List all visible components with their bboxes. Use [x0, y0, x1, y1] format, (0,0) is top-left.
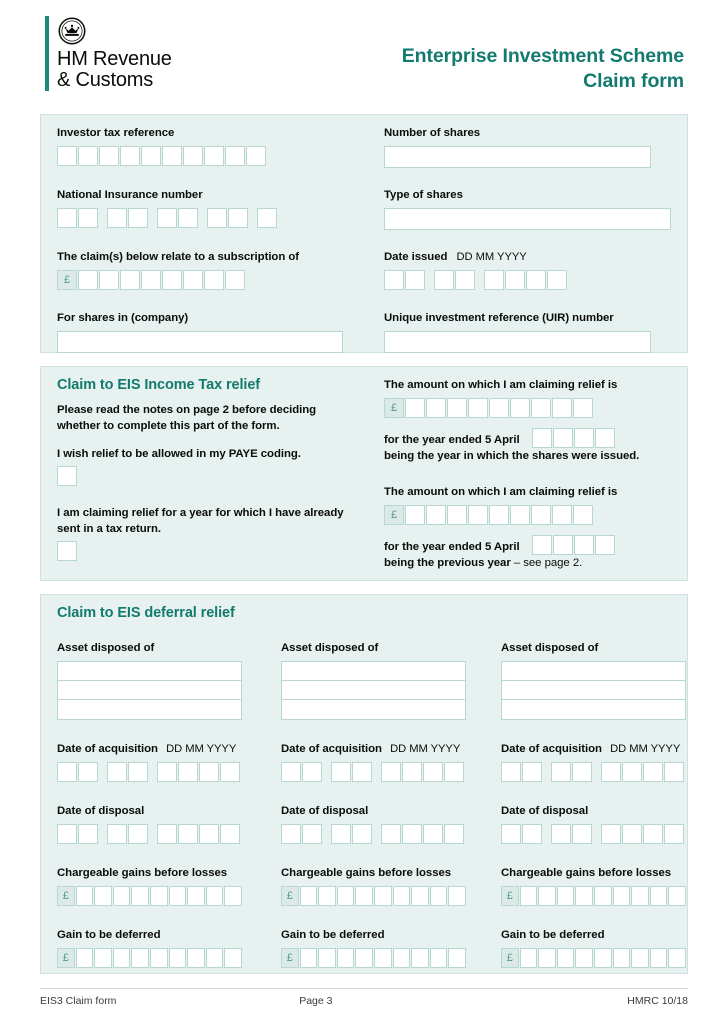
relief-year-note-2: [384, 556, 582, 572]
char-box[interactable]: [157, 762, 177, 782]
char-box[interactable]: [573, 505, 593, 525]
char-box[interactable]: [532, 428, 552, 448]
char-box[interactable]: [601, 762, 621, 782]
char-box[interactable]: [76, 886, 94, 906]
char-box[interactable]: [553, 428, 573, 448]
asset-disposed-input-1[interactable]: [57, 661, 242, 720]
char-box[interactable]: [601, 824, 621, 844]
char-box[interactable]: [128, 824, 148, 844]
char-box[interactable]: [318, 948, 336, 968]
gain-deferred-label-1: Gain to be deferred: [57, 929, 161, 941]
char-box[interactable]: [150, 886, 168, 906]
char-box[interactable]: [374, 948, 392, 968]
char-box[interactable]: [664, 824, 684, 844]
char-box[interactable]: [178, 824, 198, 844]
char-box[interactable]: [107, 824, 127, 844]
char-box[interactable]: [573, 398, 593, 418]
char-box[interactable]: [595, 428, 615, 448]
tax-return-label: I am claiming relief for a year for which I have already sent in a tax return.: [57, 507, 344, 535]
char-box[interactable]: [575, 886, 593, 906]
char-box[interactable]: [489, 398, 509, 418]
char-box[interactable]: [220, 762, 240, 782]
char-box[interactable]: [120, 270, 140, 290]
char-box[interactable]: [423, 762, 443, 782]
char-box[interactable]: [510, 505, 530, 525]
char-box[interactable]: [594, 948, 612, 968]
gain-deferred-label-3: Gain to be deferred: [501, 929, 605, 941]
char-box[interactable]: [78, 270, 98, 290]
char-box[interactable]: [169, 886, 187, 906]
char-box[interactable]: [510, 398, 530, 418]
char-box[interactable]: [532, 535, 552, 555]
char-box[interactable]: [405, 398, 425, 418]
asset-line[interactable]: [57, 680, 242, 699]
date-of-disposal-label-2: Date of disposal: [281, 805, 369, 817]
type-of-shares-label: Type of shares: [384, 189, 463, 201]
char-box[interactable]: [318, 886, 336, 906]
page-title: [402, 44, 684, 94]
char-box[interactable]: [162, 270, 182, 290]
pound-symbol: £: [281, 886, 299, 906]
relief-amount-label-2: The amount on which I am claiming relief is: [384, 486, 618, 498]
acq-label-text-2: Date of acquisition: [281, 743, 382, 755]
char-box[interactable]: [430, 886, 448, 906]
char-box[interactable]: [150, 948, 168, 968]
char-box[interactable]: [131, 948, 149, 968]
char-box[interactable]: [183, 146, 203, 166]
asset-disposed-label-2: Asset disposed of: [281, 642, 379, 654]
hmrc-logo: [45, 16, 172, 91]
relief-year-note-bold-1: being the year in which the shares were issued.: [384, 450, 640, 462]
char-box[interactable]: [257, 208, 277, 228]
pound-symbol: £: [384, 505, 404, 525]
date-of-disposal-input-3[interactable]: [501, 824, 686, 844]
char-box[interactable]: [300, 948, 318, 968]
char-box[interactable]: [520, 948, 538, 968]
investor-details-panel: [40, 114, 688, 353]
char-box[interactable]: [522, 762, 542, 782]
char-box[interactable]: [668, 948, 686, 968]
char-box[interactable]: [594, 886, 612, 906]
logo-text-line2: & Customs: [57, 69, 154, 91]
paye-coding-label: I wish relief to be allowed in my PAYE coding.: [57, 448, 301, 460]
asset-line[interactable]: [501, 680, 686, 699]
relief-claim-2: [384, 485, 617, 525]
char-box[interactable]: [551, 824, 571, 844]
national-insurance-label: National Insurance number: [57, 189, 203, 201]
deferral-relief-panel: [40, 594, 688, 974]
char-box[interactable]: [355, 948, 373, 968]
char-box[interactable]: [426, 505, 446, 525]
char-box[interactable]: [99, 146, 119, 166]
chargeable-gains-input-1[interactable]: [57, 886, 242, 906]
logo-accent-bar: [45, 16, 49, 91]
date-issued-label-text: Date issued: [384, 251, 448, 263]
char-box[interactable]: [423, 824, 443, 844]
date-of-disposal-label-3: Date of disposal: [501, 805, 589, 817]
asset-line[interactable]: [57, 661, 242, 680]
char-box[interactable]: [141, 146, 161, 166]
char-box[interactable]: [355, 886, 373, 906]
char-box[interactable]: [381, 762, 401, 782]
char-box[interactable]: [572, 762, 592, 782]
char-box[interactable]: [113, 886, 131, 906]
uir-input[interactable]: [384, 331, 651, 353]
char-box[interactable]: [557, 886, 575, 906]
char-box[interactable]: [444, 762, 464, 782]
asset-disposed-input-2[interactable]: [281, 661, 466, 720]
char-box[interactable]: [220, 824, 240, 844]
char-box[interactable]: [183, 270, 203, 290]
relief-year-label-1: for the year ended 5 April: [384, 434, 520, 446]
char-box[interactable]: [643, 824, 663, 844]
pound-symbol: £: [384, 398, 404, 418]
char-box[interactable]: [204, 270, 224, 290]
char-box[interactable]: [405, 505, 425, 525]
date-of-disposal-input-1[interactable]: [57, 824, 242, 844]
relief-year-label-2: for the year ended 5 April: [384, 541, 520, 553]
char-box[interactable]: [207, 208, 227, 228]
asset-disposed-input-3[interactable]: [501, 661, 686, 720]
char-box[interactable]: [331, 762, 351, 782]
deferral-column-1: [57, 641, 242, 968]
date-issued-input[interactable]: [384, 270, 567, 290]
pound-symbol: £: [281, 948, 299, 968]
char-box[interactable]: [538, 948, 556, 968]
char-box[interactable]: [141, 270, 161, 290]
char-box[interactable]: [187, 948, 205, 968]
relief-year-note-1: [384, 449, 639, 465]
relief-year-input-1[interactable]: [532, 428, 615, 448]
char-box[interactable]: [281, 762, 301, 782]
char-box[interactable]: [402, 762, 422, 782]
pound-symbol: £: [501, 886, 519, 906]
investor-tax-reference-input[interactable]: [57, 146, 266, 166]
acq-label-text-3: Date of acquisition: [501, 743, 602, 755]
asset-line[interactable]: [501, 661, 686, 680]
char-box[interactable]: [78, 146, 98, 166]
number-of-shares-label: Number of shares: [384, 127, 481, 139]
pound-symbol: £: [57, 886, 75, 906]
uir-label: Unique investment reference (UIR) number: [384, 312, 614, 324]
char-box[interactable]: [246, 146, 266, 166]
char-box[interactable]: [572, 824, 592, 844]
char-box[interactable]: [384, 270, 404, 290]
char-box[interactable]: [447, 505, 467, 525]
char-box[interactable]: [57, 146, 77, 166]
asset-disposed-label-1: Asset disposed of: [57, 642, 155, 654]
char-box[interactable]: [76, 948, 94, 968]
char-box[interactable]: [113, 948, 131, 968]
char-box[interactable]: [157, 824, 177, 844]
acq-label-hint-1: DD MM YYYY: [166, 743, 237, 755]
char-box[interactable]: [107, 208, 127, 228]
crown-circle-icon: [57, 16, 87, 46]
char-box[interactable]: [489, 505, 509, 525]
chargeable-gains-input-3[interactable]: [501, 886, 686, 906]
char-box[interactable]: [501, 762, 521, 782]
char-box[interactable]: [206, 948, 224, 968]
char-box[interactable]: [531, 505, 551, 525]
company-label: For shares in (company): [57, 312, 189, 324]
number-of-shares-field: [384, 126, 651, 168]
char-box[interactable]: [302, 762, 322, 782]
date-of-acquisition-input-2[interactable]: [281, 762, 466, 782]
gain-deferred-input-3[interactable]: [501, 948, 686, 968]
relief-year-note-regular-2: – see page 2.: [510, 557, 583, 569]
char-box[interactable]: [393, 886, 411, 906]
char-box[interactable]: [553, 535, 573, 555]
char-box[interactable]: [57, 208, 77, 228]
chargeable-gains-input-2[interactable]: [281, 886, 466, 906]
uir-field: [384, 311, 651, 353]
char-box[interactable]: [444, 824, 464, 844]
date-of-acquisition-label-2: [281, 742, 466, 757]
char-box[interactable]: [78, 824, 98, 844]
char-box[interactable]: [557, 948, 575, 968]
char-box[interactable]: [94, 948, 112, 968]
page-title-line2: Claim form: [583, 70, 684, 92]
investor-tax-reference-field: [57, 126, 266, 166]
char-box[interactable]: [352, 762, 372, 782]
char-box[interactable]: [631, 886, 649, 906]
char-box[interactable]: [574, 535, 594, 555]
paye-coding-checkbox[interactable]: [57, 466, 77, 486]
char-box[interactable]: [374, 886, 392, 906]
char-box[interactable]: [526, 270, 546, 290]
tax-return-checkbox[interactable]: [57, 541, 77, 561]
char-box[interactable]: [405, 270, 425, 290]
char-box[interactable]: [650, 948, 668, 968]
deferral-column-3: [501, 641, 686, 968]
char-box[interactable]: [402, 824, 422, 844]
relief-year-note-bold-2: being the previous year: [384, 557, 511, 569]
relief-claim-1: [384, 378, 617, 418]
char-box[interactable]: [204, 146, 224, 166]
asset-line[interactable]: [501, 699, 686, 720]
income-relief-title: Claim to EIS Income Tax relief: [57, 377, 261, 393]
char-box[interactable]: [434, 270, 454, 290]
char-box[interactable]: [631, 948, 649, 968]
char-box[interactable]: [381, 824, 401, 844]
char-box[interactable]: [622, 762, 642, 782]
page-title-line1: Enterprise Investment Scheme: [401, 45, 684, 67]
number-of-shares-input[interactable]: [384, 146, 651, 168]
char-box[interactable]: [613, 948, 631, 968]
gain-deferred-input-2[interactable]: [281, 948, 466, 968]
date-of-disposal-label-1: Date of disposal: [57, 805, 145, 817]
char-box[interactable]: [78, 762, 98, 782]
char-box[interactable]: [551, 762, 571, 782]
relief-amount-input-2[interactable]: [384, 505, 617, 525]
chargeable-gains-label-3: Chargeable gains before losses: [501, 867, 672, 879]
footer-page-number: Page 3: [299, 995, 333, 1007]
char-box[interactable]: [411, 948, 429, 968]
asset-disposed-label-3: Asset disposed of: [501, 642, 599, 654]
date-issued-hint: DD MM YYYY: [456, 251, 527, 263]
date-of-acquisition-label-3: [501, 742, 686, 757]
char-box[interactable]: [178, 208, 198, 228]
char-box[interactable]: [531, 398, 551, 418]
char-box[interactable]: [595, 535, 615, 555]
char-box[interactable]: [552, 398, 572, 418]
company-input[interactable]: [57, 331, 343, 353]
char-box[interactable]: [157, 208, 177, 228]
asset-line[interactable]: [281, 699, 466, 720]
date-issued-label: [384, 250, 567, 265]
char-box[interactable]: [552, 505, 572, 525]
page-footer: [40, 988, 688, 1007]
subscription-amount-field: [57, 250, 299, 290]
char-box[interactable]: [448, 886, 466, 906]
asset-line[interactable]: [281, 680, 466, 699]
relief-amount-input-1[interactable]: [384, 398, 617, 418]
date-of-acquisition-input-3[interactable]: [501, 762, 686, 782]
char-box[interactable]: [57, 762, 77, 782]
char-box[interactable]: [411, 886, 429, 906]
char-box[interactable]: [57, 824, 77, 844]
char-box[interactable]: [574, 428, 594, 448]
national-insurance-field: [57, 188, 277, 228]
char-box[interactable]: [575, 948, 593, 968]
relief-amount-label-1: The amount on which I am claiming relief is: [384, 379, 618, 391]
subscription-amount-label: The claim(s) below relate to a subscription of: [57, 251, 300, 263]
char-box[interactable]: [337, 948, 355, 968]
income-relief-note: Please read the notes on page 2 before deciding whether to complete this part of the form.: [57, 404, 317, 432]
char-box[interactable]: [131, 886, 149, 906]
char-box[interactable]: [455, 270, 475, 290]
chargeable-gains-label-2: Chargeable gains before losses: [281, 867, 452, 879]
acq-label-text-1: Date of acquisition: [57, 743, 158, 755]
pound-symbol: £: [57, 948, 75, 968]
char-box[interactable]: [162, 146, 182, 166]
char-box[interactable]: [225, 270, 245, 290]
footer-reference: HMRC 10/18: [627, 995, 688, 1007]
char-box[interactable]: [302, 824, 322, 844]
footer-form-name: EIS3 Claim form: [40, 995, 117, 1007]
char-box[interactable]: [501, 824, 521, 844]
char-box[interactable]: [547, 270, 567, 290]
income-tax-relief-panel: [40, 366, 688, 581]
deferral-relief-title: Claim to EIS deferral relief: [57, 605, 235, 621]
char-box[interactable]: [107, 762, 127, 782]
date-of-disposal-input-2[interactable]: [281, 824, 466, 844]
char-box[interactable]: [352, 824, 372, 844]
char-box[interactable]: [169, 948, 187, 968]
char-box[interactable]: [224, 948, 242, 968]
char-box[interactable]: [178, 762, 198, 782]
char-box[interactable]: [426, 398, 446, 418]
char-box[interactable]: [224, 886, 242, 906]
char-box[interactable]: [468, 398, 488, 418]
investor-tax-reference-label: Investor tax reference: [57, 127, 175, 139]
char-box[interactable]: [128, 208, 148, 228]
char-box[interactable]: [613, 886, 631, 906]
acq-label-hint-3: DD MM YYYY: [610, 743, 681, 755]
char-box[interactable]: [538, 886, 556, 906]
char-box[interactable]: [206, 886, 224, 906]
pound-symbol: £: [501, 948, 519, 968]
type-of-shares-field: [384, 188, 671, 230]
char-box[interactable]: [522, 824, 542, 844]
asset-line[interactable]: [57, 699, 242, 720]
char-box[interactable]: [300, 886, 318, 906]
char-box[interactable]: [505, 270, 525, 290]
char-box[interactable]: [430, 948, 448, 968]
char-box[interactable]: [664, 762, 684, 782]
char-box[interactable]: [468, 505, 488, 525]
char-box[interactable]: [94, 886, 112, 906]
relief-year-input-2[interactable]: [532, 535, 615, 555]
char-box[interactable]: [484, 270, 504, 290]
char-box[interactable]: [199, 762, 219, 782]
char-box[interactable]: [187, 886, 205, 906]
char-box[interactable]: [337, 886, 355, 906]
subscription-amount-input[interactable]: [57, 270, 299, 290]
char-box[interactable]: [447, 398, 467, 418]
char-box[interactable]: [668, 886, 686, 906]
char-box[interactable]: [650, 886, 668, 906]
company-field: [57, 311, 343, 353]
gain-deferred-input-1[interactable]: [57, 948, 242, 968]
date-issued-field: [384, 250, 567, 290]
char-box[interactable]: [643, 762, 663, 782]
char-box[interactable]: [128, 762, 148, 782]
char-box[interactable]: [520, 886, 538, 906]
char-box[interactable]: [393, 948, 411, 968]
char-box[interactable]: [281, 824, 301, 844]
char-box[interactable]: [225, 146, 245, 166]
char-box[interactable]: [448, 948, 466, 968]
asset-line[interactable]: [281, 661, 466, 680]
national-insurance-input[interactable]: [57, 208, 277, 228]
char-box[interactable]: [78, 208, 98, 228]
char-box[interactable]: [331, 824, 351, 844]
char-box[interactable]: [120, 146, 140, 166]
date-of-acquisition-input-1[interactable]: [57, 762, 242, 782]
gain-deferred-label-2: Gain to be deferred: [281, 929, 385, 941]
chargeable-gains-label-1: Chargeable gains before losses: [57, 867, 228, 879]
char-box[interactable]: [622, 824, 642, 844]
type-of-shares-input[interactable]: [384, 208, 671, 230]
date-of-acquisition-label-1: [57, 742, 242, 757]
deferral-column-2: [281, 641, 466, 968]
page-header: [0, 0, 728, 110]
char-box[interactable]: [99, 270, 119, 290]
pound-symbol: £: [57, 270, 77, 290]
logo-text-line1: HM Revenue: [57, 48, 172, 70]
char-box[interactable]: [228, 208, 248, 228]
char-box[interactable]: [199, 824, 219, 844]
acq-label-hint-2: DD MM YYYY: [390, 743, 461, 755]
